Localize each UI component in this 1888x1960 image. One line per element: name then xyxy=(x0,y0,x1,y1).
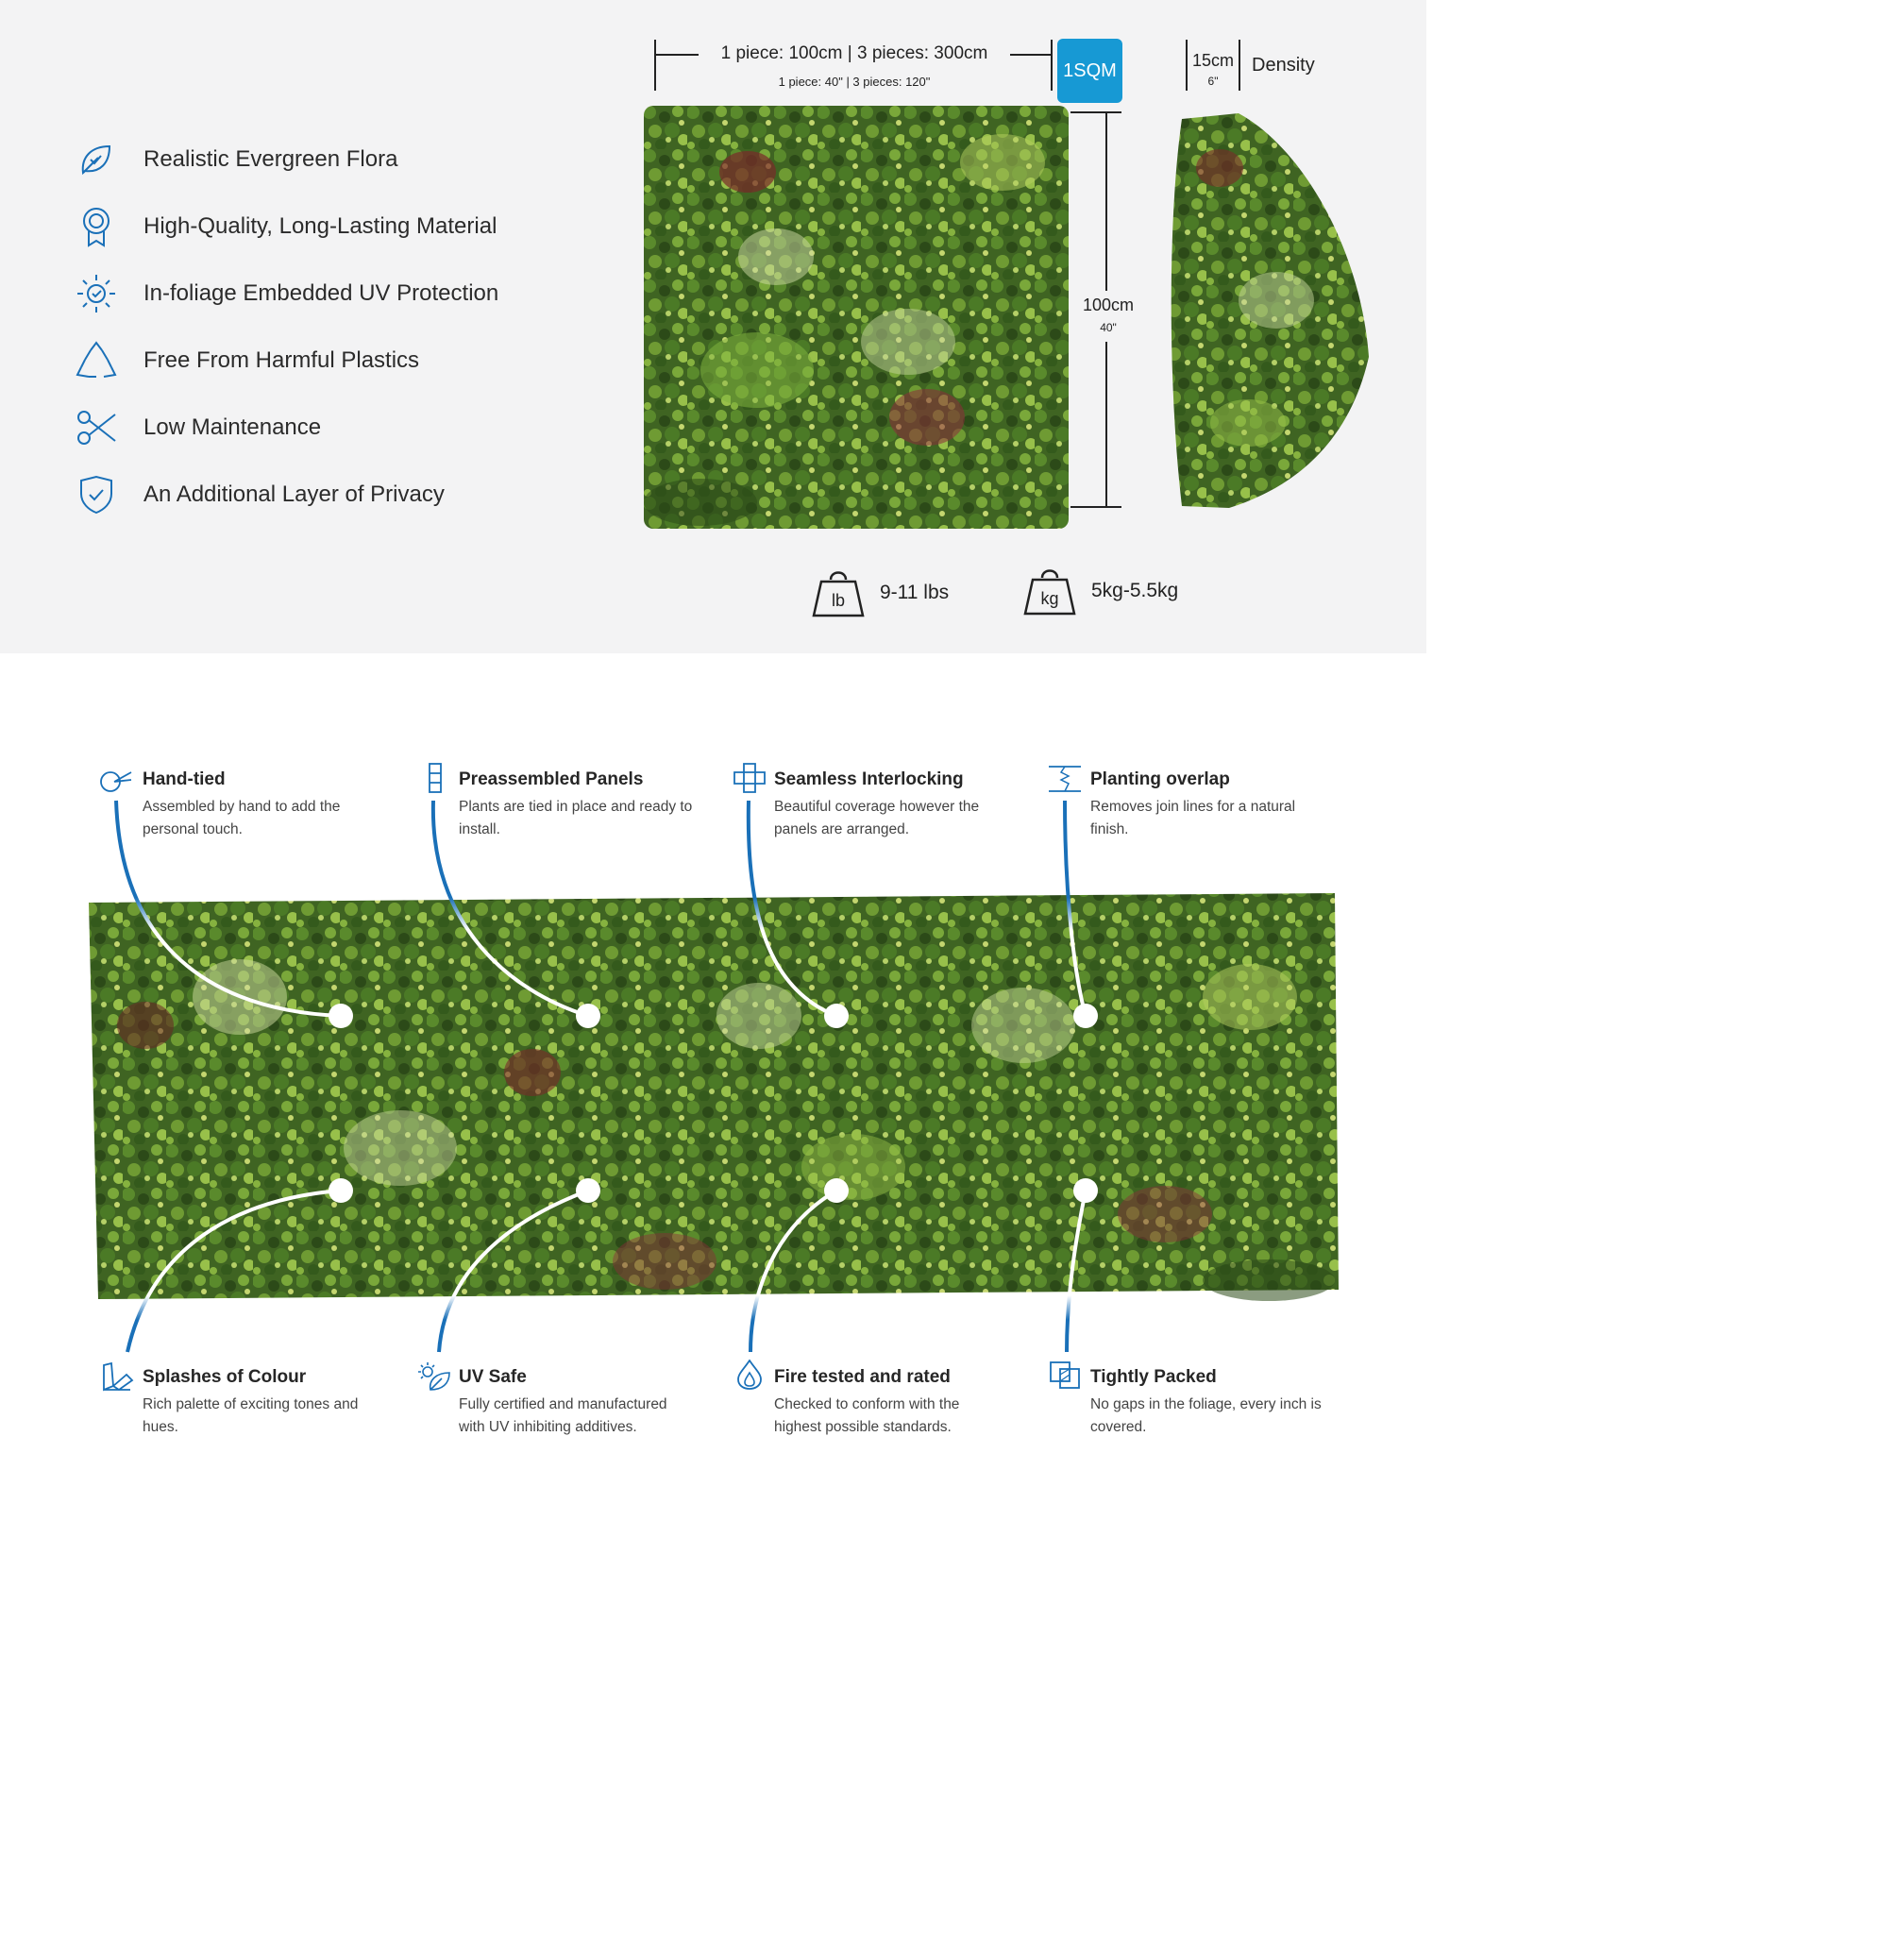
leader-dot xyxy=(329,1178,353,1203)
callout-description: No gaps in the foliage, every inch is covered. xyxy=(1090,1396,1322,1435)
leader-dot xyxy=(576,1004,600,1028)
overlap-icon xyxy=(1048,765,1082,795)
leaf-check-icon xyxy=(74,137,119,182)
feature-label: Low Maintenance xyxy=(143,414,322,440)
leader-dot xyxy=(824,1178,849,1203)
scissors-icon xyxy=(74,405,119,450)
leader-line xyxy=(1065,801,1086,1016)
leader-dot xyxy=(1073,1004,1098,1028)
depth-metric: 15cm xyxy=(1191,51,1234,70)
feature-label: An Additional Layer of Privacy xyxy=(143,482,445,507)
svg-text:lb: lb xyxy=(831,591,846,610)
callout-planting-overlap xyxy=(1090,769,1374,841)
sun-check-icon xyxy=(74,271,119,316)
callout-title: UV Safe xyxy=(459,1367,527,1387)
callout-description: Plants are tied in place and ready to install. xyxy=(459,799,693,837)
leader-line xyxy=(439,1191,588,1352)
feature-item xyxy=(74,137,398,182)
leader-dot xyxy=(329,1004,353,1028)
weight-item xyxy=(810,566,949,619)
callout-fire-tested xyxy=(774,1367,1057,1439)
feature-label: Realistic Evergreen Flora xyxy=(143,146,398,172)
depth-label: Density xyxy=(1252,55,1315,76)
flame-icon xyxy=(733,1360,767,1390)
colour-swatch-icon xyxy=(100,1361,134,1392)
award-ribbon-icon xyxy=(74,204,119,249)
weight-lb-icon xyxy=(810,566,867,619)
feature-item xyxy=(74,271,499,316)
coverage-badge: 1SQM xyxy=(1057,39,1122,103)
height-metric: 100cm xyxy=(1082,296,1135,314)
green-wall-panel-front xyxy=(644,106,1069,529)
uv-leaf-icon xyxy=(417,1361,451,1392)
depth-imperial: 6" xyxy=(1207,75,1219,88)
height-imperial: 40" xyxy=(1100,321,1117,334)
feature-label: Free From Harmful Plastics xyxy=(143,347,420,373)
feature-item xyxy=(74,472,445,517)
callout-description: Assembled by hand to add the personal touch. xyxy=(143,799,341,837)
callout-description: Checked to conform with the highest possible standards. xyxy=(774,1396,960,1435)
width-imperial: 1 piece: 40" | 3 pieces: 120" xyxy=(778,75,931,89)
callout-preassembled-panels xyxy=(459,769,742,841)
callout-description: Removes join lines for a natural finish. xyxy=(1090,799,1296,837)
weight-kg-icon xyxy=(1021,565,1078,617)
weight-value: 5kg-5.5kg xyxy=(1091,580,1179,601)
callout-title: Splashes of Colour xyxy=(143,1367,307,1387)
green-wall-panel-side xyxy=(1163,111,1374,512)
svg-text:kg: kg xyxy=(1040,589,1059,608)
callout-title: Planting overlap xyxy=(1090,769,1230,789)
callout-leader-lines xyxy=(0,793,1426,1360)
leader-dot xyxy=(824,1004,849,1028)
leader-dot xyxy=(1073,1178,1098,1203)
leader-line xyxy=(127,1191,341,1352)
shield-check-icon xyxy=(74,472,119,517)
feature-label: In-foliage Embedded UV Protection xyxy=(143,280,499,306)
width-metric: 1 piece: 100cm | 3 pieces: 300cm xyxy=(720,43,988,63)
callout-description: Beautiful coverage however the panels are arranged. xyxy=(774,799,980,837)
leader-line xyxy=(1067,1191,1086,1352)
interlocking-icon xyxy=(733,763,767,793)
panels-icon xyxy=(421,763,455,793)
weight-value: 9-11 lbs xyxy=(880,582,950,603)
callout-description: Rich palette of exciting tones and hues. xyxy=(143,1396,359,1435)
callout-splashes-of-colour xyxy=(143,1367,426,1439)
weight-item xyxy=(1021,565,1178,617)
callout-title: Fire tested and rated xyxy=(774,1367,951,1387)
callout-uv-safe xyxy=(459,1367,742,1439)
hand-tied-icon xyxy=(99,769,133,799)
callout-hand-tied xyxy=(143,769,426,841)
specs-section xyxy=(0,0,1426,653)
callout-title: Hand-tied xyxy=(143,769,226,789)
feature-item xyxy=(74,204,497,249)
callout-title: Preassembled Panels xyxy=(459,769,644,789)
callout-seamless-interlocking xyxy=(774,769,1057,841)
callout-description: Fully certified and manufactured with UV inhibiting additives. xyxy=(459,1396,667,1435)
leader-line xyxy=(750,1191,836,1352)
feature-item xyxy=(74,405,322,450)
callout-tightly-packed xyxy=(1090,1367,1374,1439)
callout-title: Tightly Packed xyxy=(1090,1367,1217,1387)
leader-dot xyxy=(576,1178,600,1203)
feature-item xyxy=(74,338,420,383)
tightly-packed-icon xyxy=(1048,1360,1082,1390)
feature-label: High-Quality, Long-Lasting Material xyxy=(143,213,497,239)
recycle-icon xyxy=(74,338,119,383)
callout-title: Seamless Interlocking xyxy=(774,769,964,789)
